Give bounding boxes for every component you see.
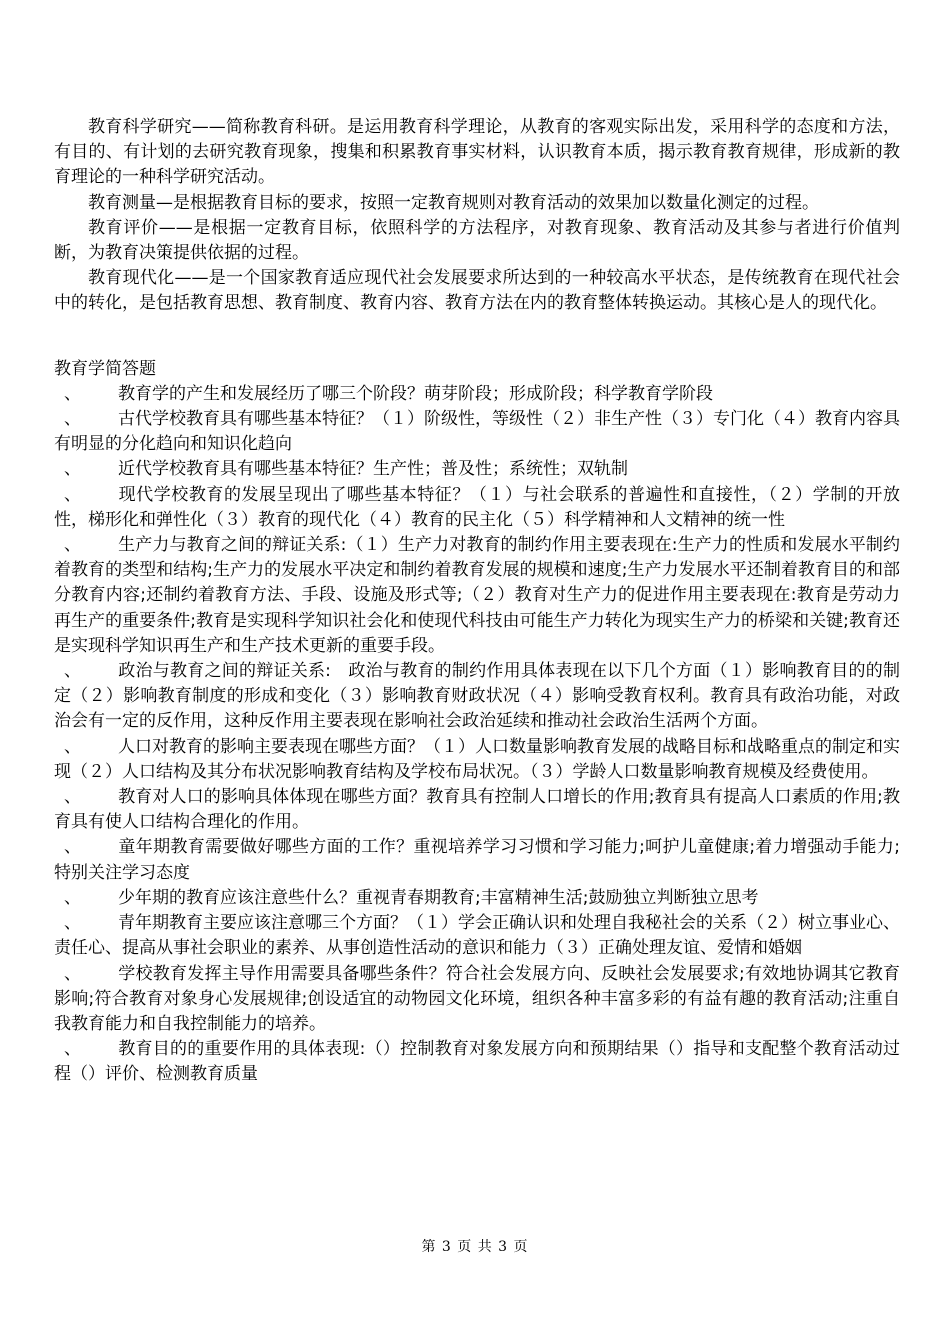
qa-marker: 、 (64, 1039, 81, 1060)
qa-marker: 、 (64, 736, 81, 757)
qa-marker: 、 (64, 535, 81, 556)
qa-item (54, 785, 900, 835)
qa-text: 现代学校教育的发展呈现出了哪些基本特征？（１）与社会联系的普遍性和直接性，（２）学制的开放性，梯形化和弹性化（３）教育的现代化（４）教育的民主化（５）科学精神和人文精神的统一性 (54, 484, 900, 530)
qa-item (54, 962, 900, 1038)
qa-marker: 、 (64, 837, 81, 858)
qa-item (54, 382, 900, 407)
qa-item (54, 735, 900, 785)
document-body (54, 115, 900, 1088)
qa-marker: 、 (64, 459, 81, 480)
qa-item (54, 886, 900, 911)
section-title: 教育学简答题 (54, 358, 156, 379)
qa-marker: 、 (64, 913, 81, 934)
qa-text: 童年期教育需要做好哪些方面的工作？重视培养学习习惯和学习能力;呵护儿童健康;着力增强动手能力;特别关注学习态度 (54, 837, 900, 883)
qa-marker: 、 (64, 383, 81, 404)
qa-item (54, 835, 900, 885)
qa-item (54, 457, 900, 482)
qa-text: 生产力与教育之间的辩证关系:（１）生产力对教育的制约作用主要表现在:生产力的性质和发展水平制约着教育的类型和结构;生产力的发展水平决定和制约着教育发展的规模和速度;生产力发展水平还制着教育目的和部分教育内容;还制约着教育方法、手段、设施及形式等;（２）教育对生产力的促进作用主要表现在:教育是劳动力再生产的重要条件;教育是实现科学知识社会化和使现代科技由可能生产力转化为现实生产力的桥梁和关键;教育还是实现科学知识再生产和生产技术更新的重要手段。 (54, 535, 900, 656)
qa-text: 青年期教育主要应该注意哪三个方面？（１）学会正确认识和处理自我秘社会的关系（２）树立事业心、责任心、提高从事社会职业的素养、从事创造性活动的意识和能力（３）正确处理友谊、爱情和婚姻 (54, 913, 900, 959)
definition-paragraph: 教育科学研究——简称教育科研。是运用教育科学理论，从教育的客观实际出发，采用科学的态度和方法，有目的、有计划的去研究教育现象，搜集和积累教育事实材料，认识教育本质，揭示教育教育规律，形成新的教育理论的一种科学研究活动。 (54, 117, 900, 188)
qa-text: 古代学校教育具有哪些基本特征？（１）阶级性，等级性（２）非生产性（３）专门化（４）教育内容具有明显的分化趋向和知识化趋向 (54, 409, 900, 455)
definition-paragraph: 教育现代化——是一个国家教育适应现代社会发展要求所达到的一种较高水平状态，是传统教育在现代社会中的转化，是包括教育思想、教育制度、教育内容、教育方法在内的教育整体转换运动。其核心是人的现代化。 (54, 268, 900, 314)
qa-marker: 、 (64, 484, 81, 505)
qa-marker: 、 (64, 409, 81, 430)
qa-text: 教育对人口的影响具体体现在哪些方面？教育具有控制人口增长的作用;教育具有提高人口素质的作用;教育具有使人口结构合理化的作用。 (54, 787, 900, 833)
qa-marker: 、 (64, 661, 81, 682)
qa-text: 教育学的产生和发展经历了哪三个阶段？萌芽阶段；形成阶段；科学教育学阶段 (118, 383, 713, 404)
qa-item (54, 659, 900, 735)
qa-text: 教育目的的重要作用的具体表现:（）控制教育对象发展方向和预期结果（）指导和支配整个教育活动过程（）评价、检测教育质量 (54, 1039, 900, 1085)
qa-item (54, 407, 900, 457)
qa-item (54, 911, 900, 961)
definition-paragraph: 教育测量—是根据教育目标的要求，按照一定教育规则对教育活动的效果加以数量化测定的过程。 (88, 192, 819, 213)
qa-marker: 、 (64, 963, 81, 984)
qa-marker: 、 (64, 887, 81, 908)
qa-text: 近代学校教育具有哪些基本特征？生产性；普及性；系统性；双轨制 (118, 459, 628, 480)
page-footer: 第 3 页 共 3 页 (421, 1239, 529, 1255)
qa-text: 少年期的教育应该注意些什么？重视青春期教育;丰富精神生活;鼓励独立判断独立思考 (118, 887, 759, 908)
qa-item (54, 483, 900, 533)
qa-text: 学校教育发挥主导作用需要具备哪些条件？符合社会发展方向、反映社会发展要求;有效地协调其它教育影响;符合教育对象身心发展规律;创设适宜的动物园文化环境，组织各种丰富多彩的有益有趣的教育活动;注重自我教育能力和自我控制能力的培养。 (54, 963, 900, 1034)
definition-paragraph: 教育评价——是根据一定教育目标，依照科学的方法程序，对教育现象、教育活动及其参与者进行价值判断，为教育决策提供依据的过程。 (54, 217, 900, 264)
qa-marker: 、 (64, 787, 81, 808)
qa-text: 人口对教育的影响主要表现在哪些方面？（１）人口数量影响教育发展的战略目标和战略重点的制定和实现（２）人口结构及其分布状况影响教育结构及学校布局状况。（３）学龄人口数量影响教育规模及经费使用。 (54, 736, 900, 782)
qa-item (54, 1037, 900, 1087)
qa-item (54, 533, 900, 659)
qa-text: 政治与教育之间的辩证关系: 政治与教育的制约作用具体表现在以下几个方面（１）影响教育目的的制定（２）影响教育制度的形成和变化（３）影响教育财政状况（４）影响受教育权利。教育具有政治功能，对政治会有一定的反作用，这种反作用主要表现在影响社会政治延续和推动社会政治生活两个方面。 (54, 661, 900, 732)
